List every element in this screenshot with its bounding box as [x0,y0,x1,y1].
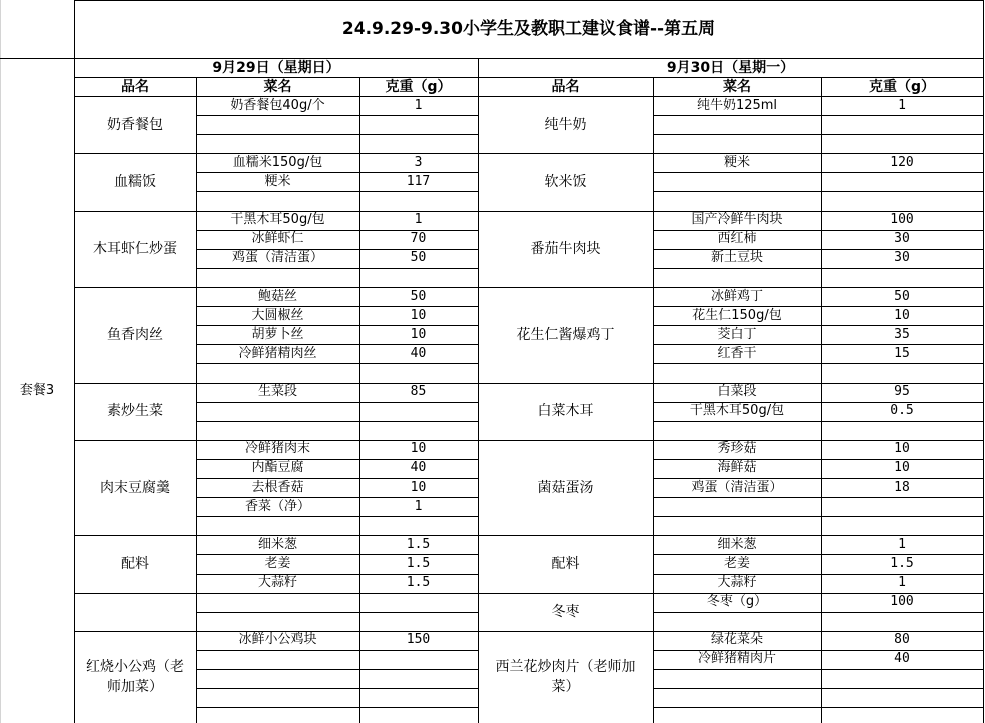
grid-line [74,593,196,594]
left-item-name: 冷鲜猪肉末 [244,441,310,457]
grid-line [196,669,478,670]
right-item-name: 西红柿 [717,231,757,247]
right-item-name: 花生仁150g/包 [692,307,782,323]
right-item-weight: 40 [894,651,910,667]
grid-line [196,421,478,422]
sheet-title: 24.9.29-9.30小学生及教职工建议食谱--第五周 [341,19,716,39]
left-item-name: 胡萝卜丝 [251,326,304,342]
left-item-name: 香菜（净） [244,498,310,514]
col-header-dish-right: 品名 [551,78,580,95]
col-header-weight-right: 克重（g） [868,78,936,95]
left-item-name: 大圆椒丝 [251,307,304,323]
left-item-name: 老姜 [264,555,291,571]
right-item-weight: 100 [890,212,914,228]
right-dish-name: 番茄牛肉块 [530,240,601,257]
right-dish-name: 配料 [551,555,580,572]
right-dish-name: 菌菇蛋汤 [537,479,594,496]
right-item-weight: 1 [898,575,906,591]
left-item-weight: 3 [414,154,423,170]
grid-line [653,516,983,517]
col-header-dish-left: 品名 [121,78,149,95]
grid-line [653,707,983,708]
grid-line [196,593,478,594]
left-dish-name: 木耳虾仁炒蛋 [93,240,177,257]
left-item-weight: 85 [410,384,427,400]
grid-line [983,0,984,723]
right-item-weight: 10 [894,307,910,323]
right-item-weight: 18 [894,479,910,495]
right-item-weight: 100 [890,594,914,610]
left-item-name: 奶香餐包40g/个 [230,97,325,113]
right-item-weight: 1 [898,97,906,113]
col-header-item-left: 菜名 [263,78,292,95]
right-item-weight: 95 [894,384,910,400]
right-item-weight: 10 [894,460,910,476]
right-item-weight: 1.5 [890,555,914,571]
left-item-name: 冰鲜虾仁 [251,231,304,247]
right-item-weight: 30 [894,231,910,247]
right-item-name: 冬枣（g） [706,594,768,610]
right-item-weight: 50 [894,288,910,304]
left-item-name: 生菜段 [257,384,297,400]
day-header-right: 9月30日（星期一） [666,59,795,76]
right-item-name: 红香干 [717,345,757,361]
right-dish-name: 纯牛奶 [544,116,587,133]
grid-line [196,612,478,613]
grid-line [478,58,479,723]
grid-line [653,688,983,689]
left-item-name: 内酯豆腐 [251,460,304,476]
grid-line [653,134,983,135]
right-item-weight: 30 [894,250,910,266]
right-item-weight: 15 [894,345,910,361]
right-item-weight: 120 [890,154,914,170]
left-item-weight: 1 [414,97,423,113]
right-item-name: 冷鲜猪精肉片 [697,651,776,667]
left-dish-name: 配料 [121,555,149,572]
left-item-name: 鲍菇丝 [257,288,297,304]
grid-line [196,707,478,708]
grid-line [653,612,983,613]
left-dish-name: 红烧小公鸡（老师加菜） [86,658,184,695]
right-item-weight: 35 [894,326,910,342]
grid-line [74,77,983,78]
right-dish-name: 西兰花炒肉片（老师加菜） [495,658,636,695]
left-item-name: 鸡蛋（清洁蛋） [231,250,323,266]
left-item-name: 大蒜籽 [257,575,297,591]
left-dish-name: 鱼香肉丝 [107,326,163,343]
left-item-weight: 150 [406,632,431,648]
grid-line [196,402,478,403]
right-item-name: 新土豆块 [710,250,763,266]
left-item-weight: 50 [410,250,427,266]
right-item-weight: 1 [898,536,906,552]
grid-line [653,115,983,116]
left-item-weight: 40 [410,345,427,361]
grid-line [196,268,478,269]
grid-line [653,191,983,192]
left-item-weight: 1 [414,498,423,514]
grid-line [653,421,983,422]
left-item-name: 细米葱 [257,536,297,552]
left-item-weight: 1.5 [406,575,431,591]
left-item-name: 冰鲜小公鸡块 [238,632,317,648]
grid-line [196,134,478,135]
left-dish-name: 素炒生菜 [107,403,163,420]
right-item-name: 细米葱 [717,536,757,552]
right-item-name: 海鲜菇 [717,460,757,476]
left-item-name: 去根香菇 [251,479,304,495]
left-dish-name: 血糯饭 [114,173,156,190]
right-item-name: 干黑木耳50g/包 [689,403,785,419]
right-item-name: 绿花菜朵 [710,632,763,648]
grid-line [653,669,983,670]
right-item-name: 秀珍菇 [717,441,757,457]
right-item-name: 大蒜籽 [717,575,757,591]
right-item-weight: 80 [894,632,910,648]
left-item-weight: 10 [410,326,427,342]
right-item-name: 冰鲜鸡丁 [710,288,763,304]
right-dish-name: 白菜木耳 [537,403,594,420]
left-dish-name: 肉末豆腐羹 [100,479,170,496]
right-item-weight: 0.5 [890,403,914,419]
day-header-left: 9月29日（星期日） [212,59,340,76]
right-dish-name: 冬枣 [551,603,580,620]
grid-line [0,58,983,59]
grid-line [653,268,983,269]
col-header-weight-left: 克重（g） [385,78,452,95]
left-item-weight: 50 [410,288,427,304]
set-label: 套餐3 [19,382,55,398]
right-item-name: 粳米 [723,154,750,170]
right-item-weight: 10 [894,441,910,457]
right-dish-name: 花生仁酱爆鸡丁 [516,326,615,343]
left-item-name: 冷鲜猪精肉丝 [238,345,317,361]
left-item-weight: 10 [410,479,427,495]
right-item-name: 鸡蛋（清洁蛋） [691,479,783,495]
left-item-weight: 117 [406,173,431,189]
left-item-weight: 70 [410,231,427,247]
left-item-name: 血糯米150g/包 [232,154,323,170]
grid-line [196,688,478,689]
col-header-item-right: 菜名 [723,78,751,95]
left-item-weight: 1 [414,212,423,228]
left-item-weight: 40 [410,460,427,476]
grid-line [74,0,75,723]
grid-line [196,650,478,651]
grid-line [0,0,1,723]
grid-line [74,0,983,1]
right-item-name: 茭白丁 [717,326,757,342]
grid-line [653,497,983,498]
left-item-weight: 1.5 [406,555,431,571]
right-item-name: 国产冷鲜牛肉块 [691,212,783,228]
left-dish-name: 奶香餐包 [107,116,163,133]
right-item-name: 老姜 [723,555,750,571]
right-item-name: 白菜段 [717,384,757,400]
left-item-name: 干黑木耳50g/包 [230,212,325,228]
left-item-weight: 10 [410,307,427,323]
left-item-weight: 1.5 [406,536,431,552]
right-dish-name: 软米饭 [544,173,587,190]
right-item-name: 纯牛奶125ml [696,97,778,113]
left-item-weight: 10 [410,441,427,457]
grid-line [196,115,478,116]
left-item-name: 粳米 [264,173,291,189]
